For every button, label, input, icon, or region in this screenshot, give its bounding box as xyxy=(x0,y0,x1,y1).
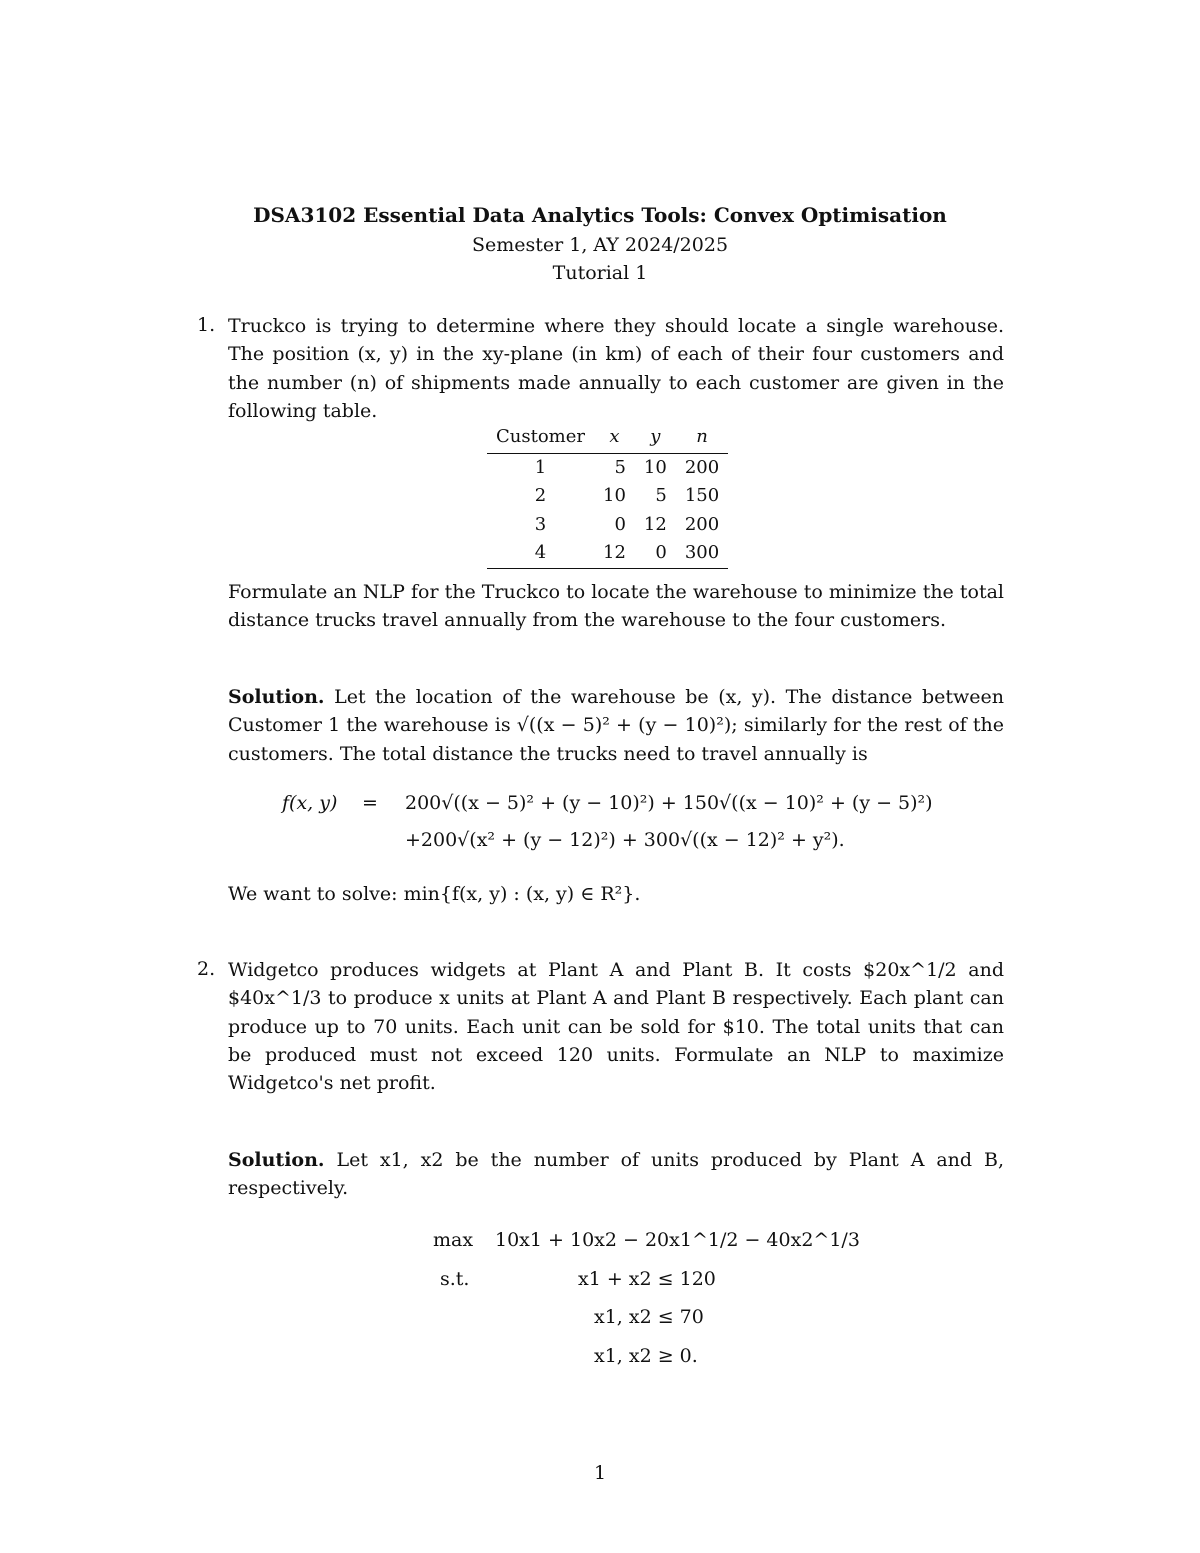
nlp-constraint-1: x1 + x2 ≤ 120 xyxy=(578,1268,716,1290)
nlp-constraint-2: x1, x2 ≤ 70 xyxy=(594,1306,704,1328)
solution-text: Let x1, x2 be the number of units produced by Plant A and B, respectively. xyxy=(228,1149,1004,1200)
table-cell: 12 xyxy=(594,539,635,568)
table-cell: 150 xyxy=(684,485,720,507)
nlp-max-label: max xyxy=(433,1229,474,1251)
table-header-row xyxy=(487,424,728,454)
equation-lhs: f(x, y) xyxy=(282,792,338,814)
table-row xyxy=(487,511,728,539)
table-cell: 12 xyxy=(643,513,667,535)
solution-1 xyxy=(228,683,1004,768)
question-2-text: Widgetco produces widgets at Plant A and Plant B. It costs $20x^1/2 and $40x^1/3 to produce x units at Plant A and Plant B respectively. Each plant can produce up to 70 units. Each unit can be sold for $10. The total units that can be produced must not exceed 120 units. Formulate an NLP to maximize Widgetco's net profit. xyxy=(228,959,1004,1095)
table-cell: 4 xyxy=(487,539,594,568)
question-1-task: Formulate an NLP for the Truckco to locate the warehouse to minimize the total distance trucks travel annually from the warehouse to the four customers. xyxy=(228,581,1004,632)
document-title: DSA3102 Essential Data Analytics Tools: Convex Optimisation xyxy=(253,203,947,227)
question-1-conclusion: We want to solve: min{f(x, y) : (x, y) ∈ R²}. xyxy=(228,883,641,905)
equation-line-1: 200√((x − 5)² + (y − 10)²) + 150√((x − 10)² + (y − 5)²) xyxy=(405,792,933,814)
table-row xyxy=(487,454,728,483)
col-header-n: n xyxy=(676,424,728,454)
solution-label: Solution. xyxy=(228,686,325,708)
col-header-y: y xyxy=(635,424,676,454)
solution-2 xyxy=(228,1146,1004,1203)
table-cell: 3 xyxy=(534,513,547,535)
table-cell: 5 xyxy=(614,457,626,478)
semester-line: Semester 1, AY 2024/2025 xyxy=(471,234,729,256)
equation-line-2: +200√(x² + (y − 12)²) + 300√((x − 12)² + y²). xyxy=(405,829,845,851)
nlp-objective: 10x1 + 10x2 − 20x1^1/2 − 40x2^1/3 xyxy=(495,1229,860,1251)
col-header-x: x xyxy=(594,424,635,454)
col-header-customer: Customer xyxy=(487,424,594,454)
table-cell: 200 xyxy=(684,457,720,478)
table-cell: 300 xyxy=(676,539,728,568)
customer-table xyxy=(487,424,728,569)
equation-equals: = xyxy=(362,792,378,814)
table-cell: 0 xyxy=(614,513,626,535)
page-number: 1 xyxy=(593,1462,607,1484)
table-row xyxy=(487,539,728,568)
table-cell: 1 xyxy=(534,457,547,478)
question-2-number: 2. xyxy=(197,958,216,980)
nlp-st-label: s.t. xyxy=(440,1268,470,1290)
table-cell: 10 xyxy=(643,457,667,478)
table-cell: 2 xyxy=(534,485,547,507)
question-1-number: 1. xyxy=(197,314,216,336)
solution-text: Let the location of the warehouse be (x, y). The distance between Customer 1 the warehouse is √((x − 5)² + (y − 10)²); similarly for the rest of the customers. The total distance the trucks need to travel annually is xyxy=(228,686,1004,765)
solution-label: Solution. xyxy=(228,1149,325,1171)
table-cell: 10 xyxy=(603,485,626,507)
table-cell: 200 xyxy=(684,513,720,535)
table-cell: 0 xyxy=(635,539,676,568)
question-1-text: Truckco is trying to determine where they should locate a single warehouse. The position (x, y) in the xy-plane (in km) of each of their four customers and the number (n) of shipments made annually to each customer are given in the following table. xyxy=(228,315,1004,422)
table-row xyxy=(487,482,728,510)
tutorial-line: Tutorial 1 xyxy=(552,262,648,284)
table-cell: 5 xyxy=(655,485,667,507)
nlp-constraint-3: x1, x2 ≥ 0. xyxy=(594,1345,698,1367)
